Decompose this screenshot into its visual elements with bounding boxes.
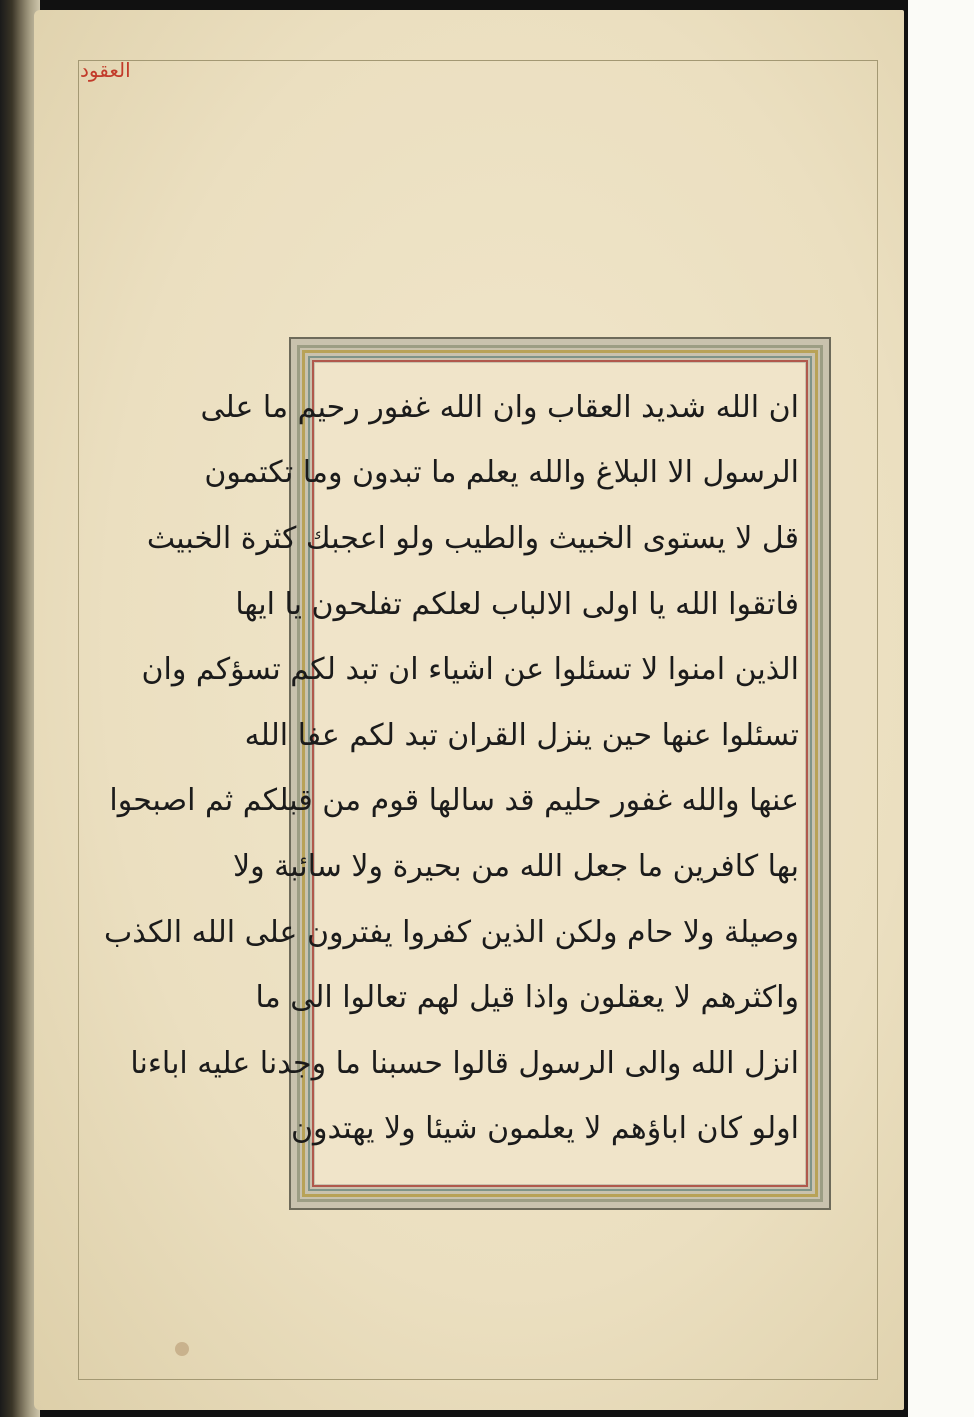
text-line (291, 1097, 799, 1163)
text-line-content: قل لا يستوى الخبيث والطيب ولو اعجبك كثرة الخبيث (146, 520, 799, 556)
text-line (255, 965, 799, 1031)
text-line (244, 703, 799, 769)
page-stain (175, 1342, 189, 1356)
text-line (235, 572, 799, 638)
text-line-content: تسئلوا عنها حين ينزل القران تبد لكم عفا الله (244, 717, 799, 753)
text-line (130, 1031, 799, 1097)
text-line-content: وصيلة ولا حام ولكن الذين كفروا يفترون على الله الكذب (104, 914, 799, 950)
text-line-content: بها كافرين ما جعل الله من بحيرة ولا سائبة ولا (233, 848, 799, 884)
text-line-content: انزل الله والى الرسول قالوا حسبنا ما وجدنا عليه اباءنا (130, 1045, 799, 1081)
text-line-content: الرسول الا البلاغ والله يعلم ما تبدون وما تكتمون (204, 455, 799, 491)
text-panel (104, 363, 805, 1184)
text-line-content: اولو كان اباؤهم لا يعلمون شيئا ولا يهتدون (291, 1111, 799, 1147)
catchword: العقود (80, 58, 131, 82)
text-line-content: واكثرهم لا يعقلون واذا قيل لهم تعالوا الى ما (255, 980, 799, 1016)
text-line (233, 834, 799, 900)
text-line (146, 506, 799, 572)
text-line (200, 375, 799, 441)
illuminated-text-frame (104, 337, 831, 1210)
text-line-content: عنها والله غفور حليم قد سالها قوم من قبلكم ثم اصبحوا (109, 783, 799, 819)
text-line (141, 637, 799, 703)
text-line (109, 769, 799, 835)
text-line (104, 900, 799, 966)
text-line-content: فاتقوا الله يا اولى الالباب لعلكم تفلحون يا ايها (235, 586, 799, 622)
margin-strip (908, 0, 974, 1417)
text-line-content: الذين امنوا لا تسئلوا عن اشياء ان تبد لكم تسؤكم وان (141, 652, 799, 688)
text-line (204, 441, 799, 507)
text-line-content: ان الله شديد العقاب وان الله غفور رحيم ما على (200, 389, 799, 425)
